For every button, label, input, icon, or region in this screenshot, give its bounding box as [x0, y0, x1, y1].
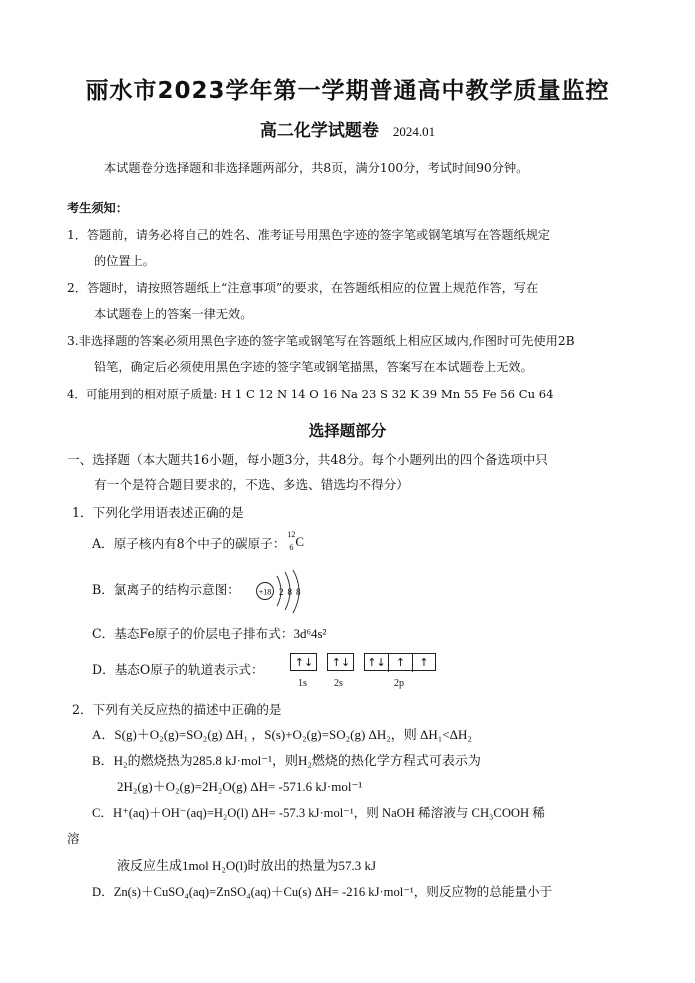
q2-option-a: A．S(g)＋O₂(g)=SO₂(g) ΔH₁ ，S(s)+O₂(g)=SO₂(g) ΔH₂，则 ΔH₁<ΔH₂: [92, 727, 472, 742]
part1-instructions-line2: 有一个是符合题目要求的，不选、多选、错选均不得分）: [94, 477, 409, 492]
exam-subtitle: 高二化学试题卷: [259, 121, 379, 141]
orbital-label-1s: 1s: [298, 678, 307, 689]
notice-item-2-line1: 2．答题时，请按照答题纸上“注意事项”的要求，在答题纸相应的位置上规范作答，写在: [67, 281, 539, 295]
orbital-box-2s: [327, 653, 354, 671]
fe-valence-config: 3d⁶4s²: [293, 626, 327, 641]
q1-option-c: [92, 626, 326, 642]
orbital-label-2s: 2s: [334, 678, 343, 689]
orbital-2p-x: ↑↓: [365, 654, 389, 672]
q2-option-b-line1: B．H₂的燃烧热为285.8 kJ·mol⁻¹，则H₂燃烧的热化学方程式可表示为: [92, 753, 481, 768]
notice-item-4: 4．可能用到的相对原子质量: H 1 C 12 N 14 O 16 Na 23 S 32 K 39 Mn 55 Fe 56 Cu 64: [67, 387, 554, 401]
section-title: 选择题部分: [308, 422, 387, 440]
q1-stem: 1．下列化学用语表述正确的是: [72, 505, 244, 520]
shell-electrons-1: 2: [279, 587, 284, 597]
notice-item-3-line2: 铅笔，确定后必须使用黑色字迹的签字笔或钢笔描黑，答案写在本试题卷上无效。: [94, 360, 533, 374]
orbital-2s: ↑↓: [331, 656, 351, 669]
notice-item-3-line1: 3.非选择题的答案必须用黑色字迹的签字笔或钢笔写在答题纸上相应区域内,作图时可先使用2B: [67, 334, 575, 348]
exam-title: 丽水市2023学年第一学期普通高中教学质量监控: [85, 78, 610, 104]
notice-item-1-line1: 1．答题前，请务必将自己的姓名、准考证号用黑色字迹的签字笔或钢笔填写在答题纸规定: [67, 228, 551, 242]
notice-item-1-line2: 的位置上。: [94, 254, 155, 268]
oxygen-orbital-diagram: [290, 653, 440, 693]
part1-instructions-line1: 一、选择题（本大题共16小题，每小题3分，共48分。每个小题列出的四个备选项中只: [67, 452, 548, 467]
orbital-2p-z: ↑: [419, 656, 429, 669]
orbital-box-2p: [364, 653, 436, 671]
q1-option-a: [92, 530, 307, 552]
chloride-ion-structure-diagram: [255, 570, 315, 616]
q1-option-d-text: D．基态O原子的轨道表示式：: [92, 662, 264, 677]
q2-option-c-wrap: 溶: [67, 831, 80, 846]
carbon-nuclide: [285, 530, 307, 552]
q2-option-c-line2: 液反应生成1mol H₂O(l)时放出的热量为57.3 kJ: [117, 858, 377, 873]
nuclide-atomic-number: 6: [289, 543, 294, 552]
orbital-1s: ↑↓: [294, 656, 314, 669]
notice-item-2-line2: 本试题卷上的答案一律无效。: [94, 307, 253, 321]
exam-date: 2024.01: [392, 124, 436, 139]
q2-option-b-line2: 2H₂(g)＋O₂(g)=2H₂O(g) ΔH= -571.6 kJ·mol⁻¹: [117, 779, 363, 794]
nuclide-mass-number: 12: [287, 530, 296, 539]
orbital-label-2p: 2p: [394, 678, 404, 689]
shell-electrons-2: 8: [287, 587, 292, 597]
orbital-2p-y: ↑: [389, 654, 413, 672]
q1-option-b-text: B．氯离子的结构示意图：: [92, 582, 240, 597]
q2-option-d: D．Zn(s)＋CuSO₄(aq)=ZnSO₄(aq)＋Cu(s) ΔH= -216 kJ·mol⁻¹，则反应物的总能量小于: [92, 885, 553, 899]
exam-subtitle-row: [0, 116, 695, 141]
q2-stem: 2．下列有关反应热的描述中正确的是: [72, 702, 282, 717]
q1-option-c-text: C．基态Fe原子的价层电子排布式：: [92, 626, 294, 641]
notice-heading: 考生须知：: [67, 201, 128, 215]
orbital-box-1s: [290, 653, 317, 671]
q1-option-a-text: A．原子核内有8个中子的碳原子：: [92, 536, 286, 551]
intro-text: 本试题卷分选择题和非选择题两部分，共8页，满分100分，考试时间90分钟。: [104, 161, 529, 175]
nucleus-charge: +18: [258, 587, 272, 597]
shell-electrons-3: 8: [296, 587, 301, 597]
q2-option-c-line1: C．H⁺(aq)＋OH⁻(aq)=H₂O(l) ΔH= -57.3 kJ·mol⁻¹，则 NaOH 稀溶液与 CH₃COOH 稀: [92, 806, 545, 820]
nuclide-symbol: C: [295, 534, 305, 549]
